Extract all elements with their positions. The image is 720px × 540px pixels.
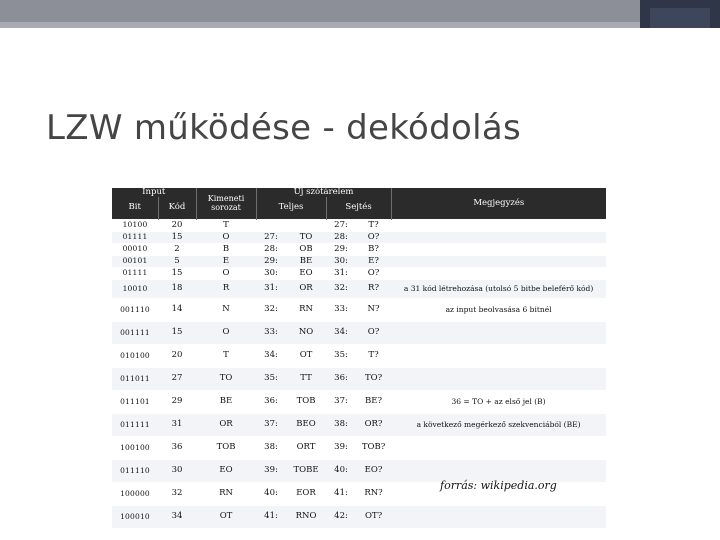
code-cell: 34 <box>158 505 196 528</box>
code-cell: 2 <box>158 243 196 255</box>
bits-cell: 00010 <box>112 243 158 255</box>
full-code-cell: 27: <box>256 231 286 243</box>
table-row <box>112 505 606 528</box>
full-string-cell: ORT <box>286 436 326 459</box>
bits-cell: 011111 <box>112 413 158 436</box>
full-string-cell: OR <box>286 279 326 298</box>
guess-code-cell: 41: <box>326 482 356 505</box>
full-string-cell: TO <box>286 231 326 243</box>
slide-title: LZW működése - dekódolás <box>46 108 521 148</box>
code-cell: 20 <box>158 219 196 231</box>
bits-cell: 011011 <box>112 367 158 390</box>
guess-code-cell: 38: <box>326 413 356 436</box>
full-code-cell: 33: <box>256 321 286 344</box>
table-row <box>112 243 606 255</box>
note-cell: 36 = TO + az első jel (B) <box>391 390 606 413</box>
bits-cell: 010100 <box>112 344 158 367</box>
guess-code-cell: 37: <box>326 390 356 413</box>
code-cell: 20 <box>158 344 196 367</box>
code-cell: 30 <box>158 459 196 482</box>
guess-string-cell: O? <box>356 267 391 279</box>
guess-header: Sejtés <box>326 197 391 220</box>
output-cell: TO <box>196 367 256 390</box>
guess-string-cell: N? <box>356 298 391 321</box>
new-entry-group-header: Új szótárelem <box>256 188 391 197</box>
note-cell: az input beolvasása 6 bitnél <box>391 298 606 321</box>
table-row <box>112 390 606 413</box>
code-cell: 15 <box>158 267 196 279</box>
guess-string-cell: TO? <box>356 367 391 390</box>
note-cell <box>391 231 606 243</box>
table-row <box>112 367 606 390</box>
full-code-cell: 37: <box>256 413 286 436</box>
guess-string-cell: B? <box>356 243 391 255</box>
guess-code-cell: 31: <box>326 267 356 279</box>
table-row <box>112 436 606 459</box>
output-cell: O <box>196 231 256 243</box>
bits-cell: 100010 <box>112 505 158 528</box>
note-cell <box>391 344 606 367</box>
full-string-cell: EOR <box>286 482 326 505</box>
output-cell: B <box>196 243 256 255</box>
guess-code-cell: 29: <box>326 243 356 255</box>
table-row <box>112 255 606 267</box>
full-code-cell: 34: <box>256 344 286 367</box>
full-string-cell: RNO <box>286 505 326 528</box>
code-cell: 15 <box>158 321 196 344</box>
full-code-cell: 30: <box>256 267 286 279</box>
note-cell <box>391 436 606 459</box>
note-cell: a 31 kód létrehozása (utolsó 5 bitbe beleférő kód) <box>391 279 606 298</box>
output-cell: T <box>196 344 256 367</box>
full-code-cell: 28: <box>256 243 286 255</box>
top-bar-band <box>0 0 640 22</box>
bits-cell: 10010 <box>112 279 158 298</box>
full-code-cell: 29: <box>256 255 286 267</box>
code-header: Kód <box>158 197 196 220</box>
output-cell: OR <box>196 413 256 436</box>
note-cell <box>391 367 606 390</box>
guess-code-cell: 40: <box>326 459 356 482</box>
code-cell: 32 <box>158 482 196 505</box>
output-header: Kimeneti sorozat <box>196 188 256 219</box>
full-string-cell: OB <box>286 243 326 255</box>
input-group-header: Input <box>112 188 196 197</box>
note-cell <box>391 267 606 279</box>
full-code-cell: 40: <box>256 482 286 505</box>
guess-string-cell: O? <box>356 231 391 243</box>
table-row <box>112 344 606 367</box>
guess-code-cell: 34: <box>326 321 356 344</box>
full-string-cell: RN <box>286 298 326 321</box>
code-cell: 27 <box>158 367 196 390</box>
output-cell: BE <box>196 390 256 413</box>
note-cell: a következő megérkező szekvenciából (BE) <box>391 413 606 436</box>
output-cell: RN <box>196 482 256 505</box>
note-header: Megjegyzés <box>473 198 525 208</box>
guess-code-cell: 27: <box>326 219 356 231</box>
guess-code-cell: 39: <box>326 436 356 459</box>
bits-cell: 001111 <box>112 321 158 344</box>
top-bar-corner-inset <box>650 8 710 28</box>
guess-string-cell: TOB? <box>356 436 391 459</box>
source-citation: forrás: wikipedia.org <box>440 479 557 492</box>
note-cell <box>391 243 606 255</box>
code-cell: 18 <box>158 279 196 298</box>
full-code-cell <box>256 219 286 231</box>
full-code-cell: 31: <box>256 279 286 298</box>
note-cell <box>391 219 606 231</box>
code-cell: 15 <box>158 231 196 243</box>
code-cell: 29 <box>158 390 196 413</box>
output-cell: O <box>196 321 256 344</box>
note-cell <box>391 255 606 267</box>
full-code-cell: 39: <box>256 459 286 482</box>
full-header: Teljes <box>256 197 326 220</box>
guess-code-cell: 32: <box>326 279 356 298</box>
full-string-cell: OT <box>286 344 326 367</box>
output-cell: T <box>196 219 256 231</box>
guess-string-cell: OR? <box>356 413 391 436</box>
output-cell: TOB <box>196 436 256 459</box>
full-string-cell: NO <box>286 321 326 344</box>
full-code-cell: 36: <box>256 390 286 413</box>
full-code-cell: 38: <box>256 436 286 459</box>
guess-string-cell: T? <box>356 344 391 367</box>
guess-code-cell: 28: <box>326 231 356 243</box>
guess-string-cell: O? <box>356 321 391 344</box>
full-code-cell: 35: <box>256 367 286 390</box>
output-cell: R <box>196 279 256 298</box>
bits-cell: 001110 <box>112 298 158 321</box>
guess-code-cell: 33: <box>326 298 356 321</box>
guess-code-cell: 42: <box>326 505 356 528</box>
bits-cell: 01111 <box>112 267 158 279</box>
full-string-cell: EO <box>286 267 326 279</box>
guess-string-cell: BE? <box>356 390 391 413</box>
guess-code-cell: 35: <box>326 344 356 367</box>
table-row <box>112 231 606 243</box>
lzw-decoding-table <box>112 188 606 528</box>
code-cell: 5 <box>158 255 196 267</box>
guess-string-cell: E? <box>356 255 391 267</box>
guess-code-cell: 36: <box>326 367 356 390</box>
guess-string-cell: EO? <box>356 459 391 482</box>
table-row <box>112 298 606 321</box>
bits-cell: 011101 <box>112 390 158 413</box>
note-cell <box>391 505 606 528</box>
output-cell: O <box>196 267 256 279</box>
code-cell: 36 <box>158 436 196 459</box>
output-cell: E <box>196 255 256 267</box>
bits-cell: 00101 <box>112 255 158 267</box>
top-bar-stripe <box>0 22 640 28</box>
full-string-cell: BE <box>286 255 326 267</box>
output-cell: N <box>196 298 256 321</box>
full-string-cell <box>286 219 326 231</box>
full-code-cell: 32: <box>256 298 286 321</box>
output-cell: EO <box>196 459 256 482</box>
guess-string-cell: RN? <box>356 482 391 505</box>
table-row <box>112 279 606 298</box>
full-string-cell: TT <box>286 367 326 390</box>
full-string-cell: TOB <box>286 390 326 413</box>
table-row <box>112 413 606 436</box>
bits-cell: 01111 <box>112 231 158 243</box>
guess-string-cell: OT? <box>356 505 391 528</box>
guess-string-cell: T? <box>356 219 391 231</box>
decorative-top-bar <box>0 0 720 34</box>
bits-cell: 011110 <box>112 459 158 482</box>
output-cell: OT <box>196 505 256 528</box>
bits-cell: 100000 <box>112 482 158 505</box>
code-cell: 31 <box>158 413 196 436</box>
bits-cell: 100100 <box>112 436 158 459</box>
table-row <box>112 267 606 279</box>
note-cell <box>391 321 606 344</box>
bits-cell: 10100 <box>112 219 158 231</box>
full-code-cell: 41: <box>256 505 286 528</box>
full-string-cell: TOBE <box>286 459 326 482</box>
table-row <box>112 219 606 231</box>
full-string-cell: BEO <box>286 413 326 436</box>
code-cell: 14 <box>158 298 196 321</box>
bits-header: Bit <box>112 197 158 220</box>
table-row <box>112 321 606 344</box>
guess-string-cell: R? <box>356 279 391 298</box>
guess-code-cell: 30: <box>326 255 356 267</box>
